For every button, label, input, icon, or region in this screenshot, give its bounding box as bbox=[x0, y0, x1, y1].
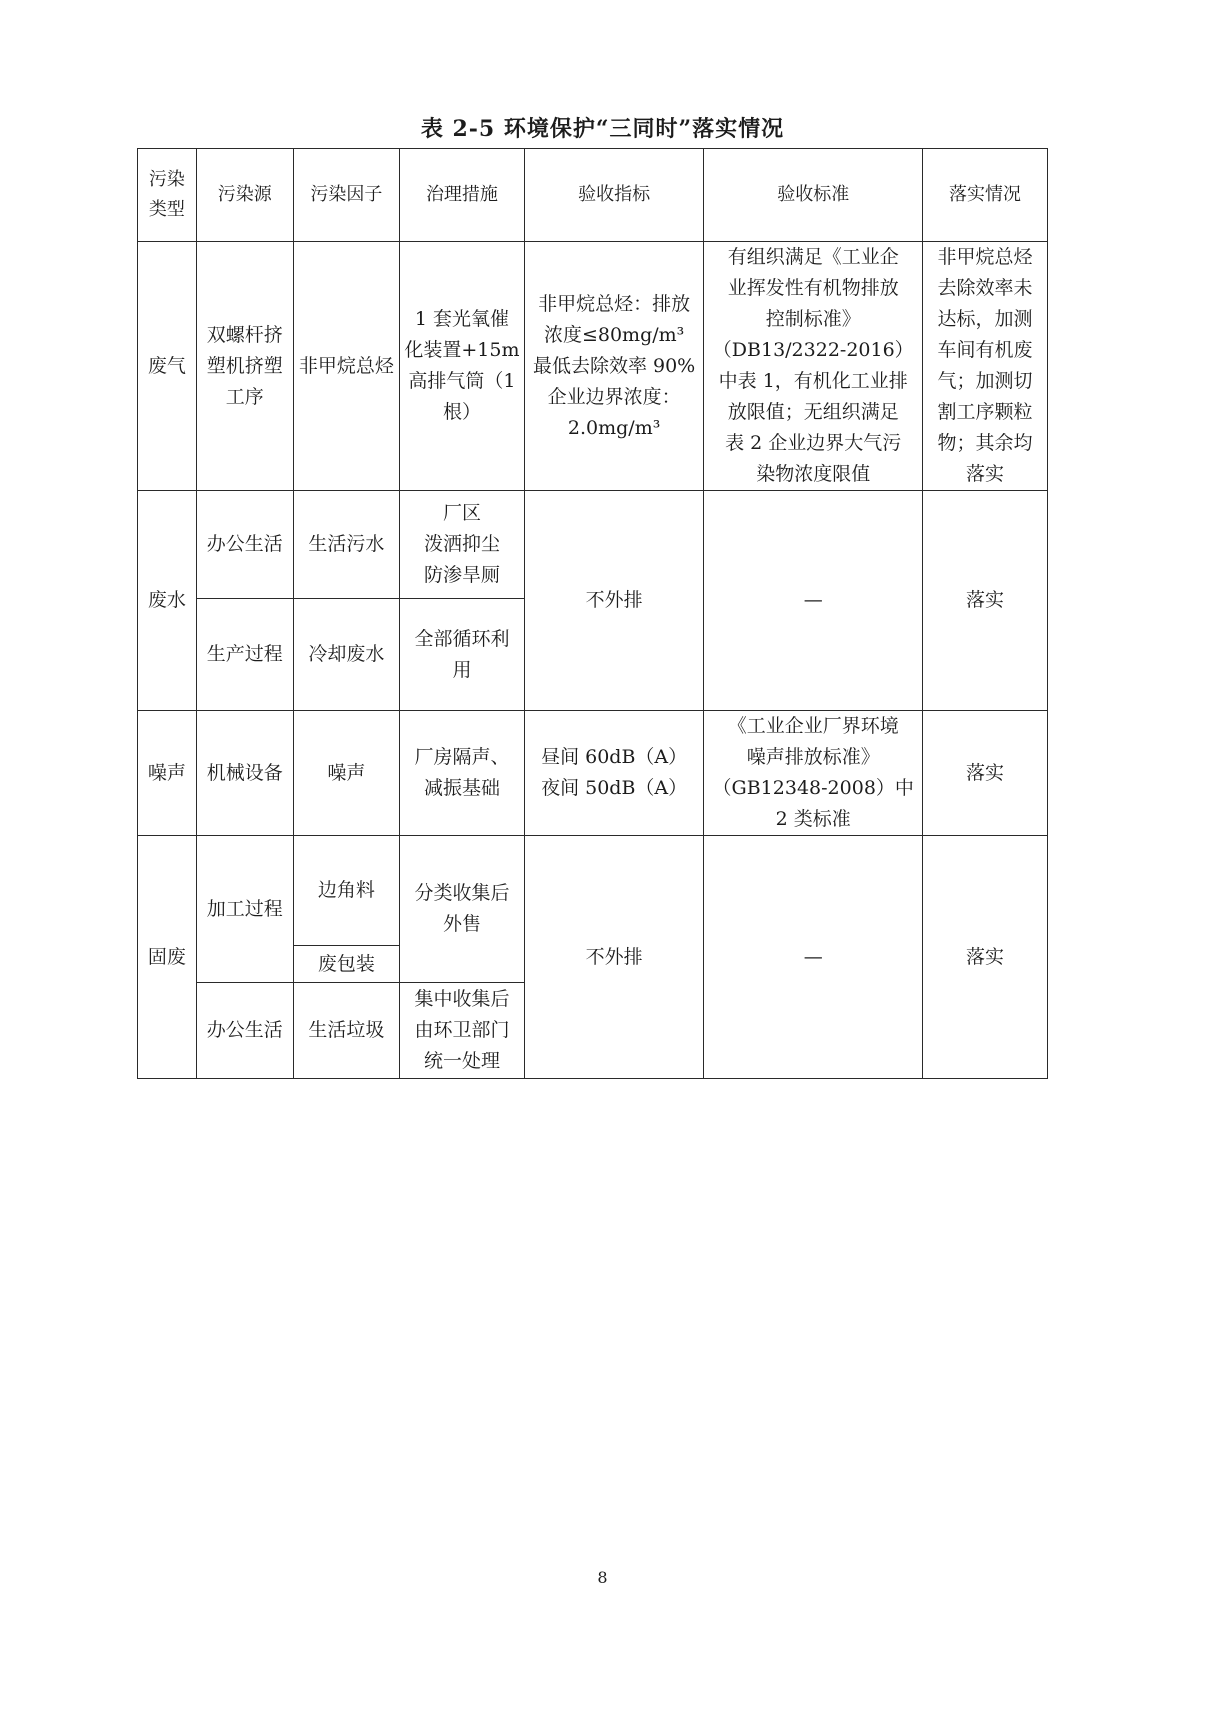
cell-type-waste-gas: 废气 bbox=[138, 242, 197, 491]
cell-factor: 边角料 bbox=[293, 836, 399, 946]
cell-standard: 《工业企业厂界环境 噪声排放标准》 （GB12348-2008）中 2 类标准 bbox=[704, 711, 923, 836]
cell-standard: 有组织满足《工业企 业挥发性有机物排放 控制标准》 （DB13/2322-2016） 中表 1，有机化工业排 放限值；无组织满足 表 2 企业边界大气污 染物浓度限值 bbox=[704, 242, 923, 491]
cell-type-noise: 噪声 bbox=[138, 711, 197, 836]
table-row-waste-water-1 bbox=[138, 491, 1048, 599]
cell-indicator: 不外排 bbox=[524, 491, 704, 711]
cell-measure: 集中收集后 由环卫部门 统一处理 bbox=[400, 983, 525, 1079]
cell-standard: — bbox=[704, 491, 923, 711]
cell-indicator: 非甲烷总烃：排放 浓度≤80mg/m³ 最低去除效率 90% 企业边界浓度： 2.0mg/m³ bbox=[524, 242, 704, 491]
header-acceptance-standard: 验收标准 bbox=[704, 149, 923, 242]
header-row bbox=[138, 149, 1048, 242]
cell-indicator: 昼间 60dB（A） 夜间 50dB（A） bbox=[524, 711, 704, 836]
cell-status: 落实 bbox=[923, 836, 1048, 1079]
header-acceptance-indicator: 验收指标 bbox=[524, 149, 704, 242]
cell-factor: 废包装 bbox=[293, 946, 399, 983]
table-row-waste-gas bbox=[138, 242, 1048, 491]
cell-factor: 非甲烷总烃 bbox=[293, 242, 399, 491]
header-pollution-source: 污染源 bbox=[196, 149, 293, 242]
cell-type-solid-waste: 固废 bbox=[138, 836, 197, 1079]
cell-source: 生产过程 bbox=[196, 599, 293, 711]
cell-measure: 全部循环利 用 bbox=[400, 599, 525, 711]
three-simultaneous-table bbox=[137, 148, 1048, 1079]
cell-measure: 1 套光氧催 化装置+15m 高排气筒（1 根） bbox=[400, 242, 525, 491]
header-pollution-factor: 污染因子 bbox=[293, 149, 399, 242]
cell-factor: 噪声 bbox=[293, 711, 399, 836]
cell-source: 机械设备 bbox=[196, 711, 293, 836]
page-number: 8 bbox=[597, 1568, 608, 1587]
cell-status: 落实 bbox=[923, 711, 1048, 836]
cell-factor: 生活污水 bbox=[293, 491, 399, 599]
cell-source: 办公生活 bbox=[196, 491, 293, 599]
table-caption: 表 2-5 环境保护“三同时”落实情况 bbox=[420, 116, 785, 142]
cell-measure: 厂房隔声、 减振基础 bbox=[400, 711, 525, 836]
cell-source: 双螺杆挤 塑机挤塑 工序 bbox=[196, 242, 293, 491]
table-row-solid-waste-1 bbox=[138, 836, 1048, 946]
cell-factor: 冷却废水 bbox=[293, 599, 399, 711]
cell-source: 加工过程 bbox=[196, 836, 293, 983]
header-treatment-measure: 治理措施 bbox=[400, 149, 525, 242]
cell-factor: 生活垃圾 bbox=[293, 983, 399, 1079]
header-implementation-status: 落实情况 bbox=[923, 149, 1048, 242]
cell-status: 非甲烷总烃 去除效率未 达标，加测 车间有机废 气；加测切 割工序颗粒 物；其余均 落实 bbox=[923, 242, 1048, 491]
cell-measure: 分类收集后 外售 bbox=[400, 836, 525, 983]
cell-source: 办公生活 bbox=[196, 983, 293, 1079]
cell-measure: 厂区 泼洒抑尘 防渗旱厕 bbox=[400, 491, 525, 599]
header-pollution-type: 污染 类型 bbox=[138, 149, 197, 242]
cell-standard: — bbox=[704, 836, 923, 1079]
cell-status: 落实 bbox=[923, 491, 1048, 711]
table-row-noise bbox=[138, 711, 1048, 836]
cell-type-waste-water: 废水 bbox=[138, 491, 197, 711]
cell-indicator: 不外排 bbox=[524, 836, 704, 1079]
